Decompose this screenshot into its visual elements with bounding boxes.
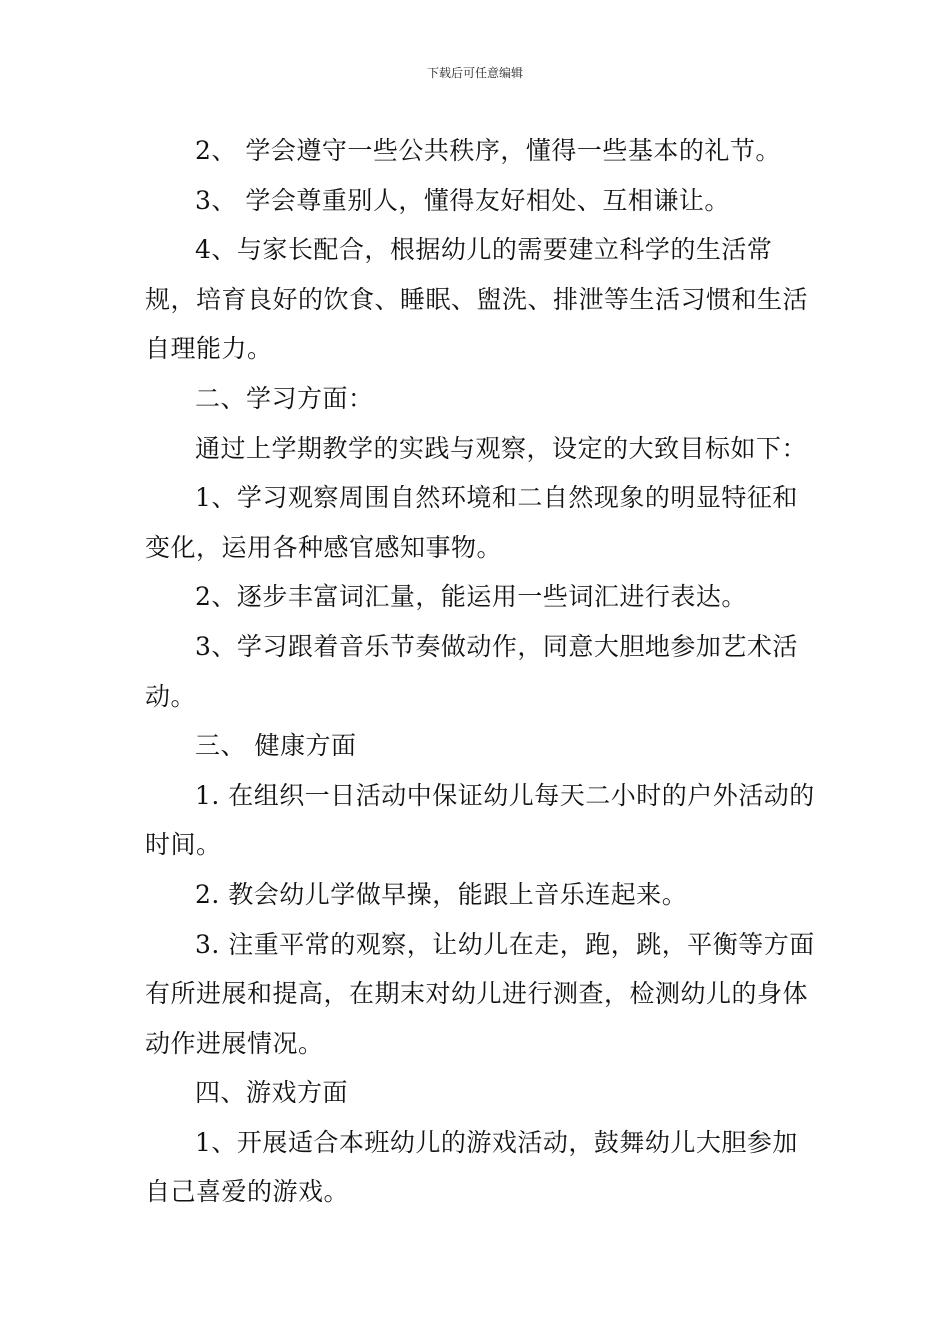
paragraph-health-3: 3. 注重平常的观察，让幼儿在走，跑，跳，平衡等方面有所进展和提高，在期末对幼儿进行测查，检测幼儿的身体动作进展情况。 — [145, 929, 815, 1058]
paragraph-goal-3: 3、 学会尊重别人，懂得友好相处、互相谦让。 — [195, 185, 730, 215]
paragraph-learning-1: 1、学习观察周围自然环境和二自然现象的明显特征和变化，运用各种感官感知事物。 — [145, 483, 798, 562]
section-heading-health: 三、 健康方面 — [195, 731, 357, 761]
paragraph-games-1: 1、开展适合本班幼儿的游戏活动，鼓舞幼儿大胆参加自己喜爱的游戏。 — [145, 1127, 798, 1207]
paragraph-learning-intro: 通过上学期教学的实践与观察，设定的大致目标如下： — [195, 433, 808, 463]
paragraph-learning-2: 2、逐步丰富词汇量，能运用一些词汇进行表达。 — [195, 582, 747, 612]
document-body — [145, 126, 815, 1217]
paragraph-goal-4: 4、与家长配合，根据幼儿的需要建立科学的生活常规，培育良好的饮食、睡眠、盥洗、排泄等生活习惯和生活自理能力。 — [145, 235, 809, 364]
paragraph-health-2: 2. 教会幼儿学做早操，能跟上音乐连起来。 — [195, 879, 688, 909]
section-heading-games: 四、游戏方面 — [195, 1078, 349, 1108]
page-header: 下载后可任意编辑 — [426, 66, 523, 80]
paragraph-goal-2: 2、 学会遵守一些公共秩序，懂得一些基本的礼节。 — [195, 136, 781, 165]
paragraph-learning-3: 3、学习跟着音乐节奏做动作，同意大胆地参加艺术活动。 — [145, 631, 798, 711]
paragraph-health-1: 1. 在组织一日活动中保证幼儿每天二小时的户外活动的时间。 — [145, 780, 815, 860]
section-heading-learning: 二、学习方面： — [195, 383, 374, 413]
